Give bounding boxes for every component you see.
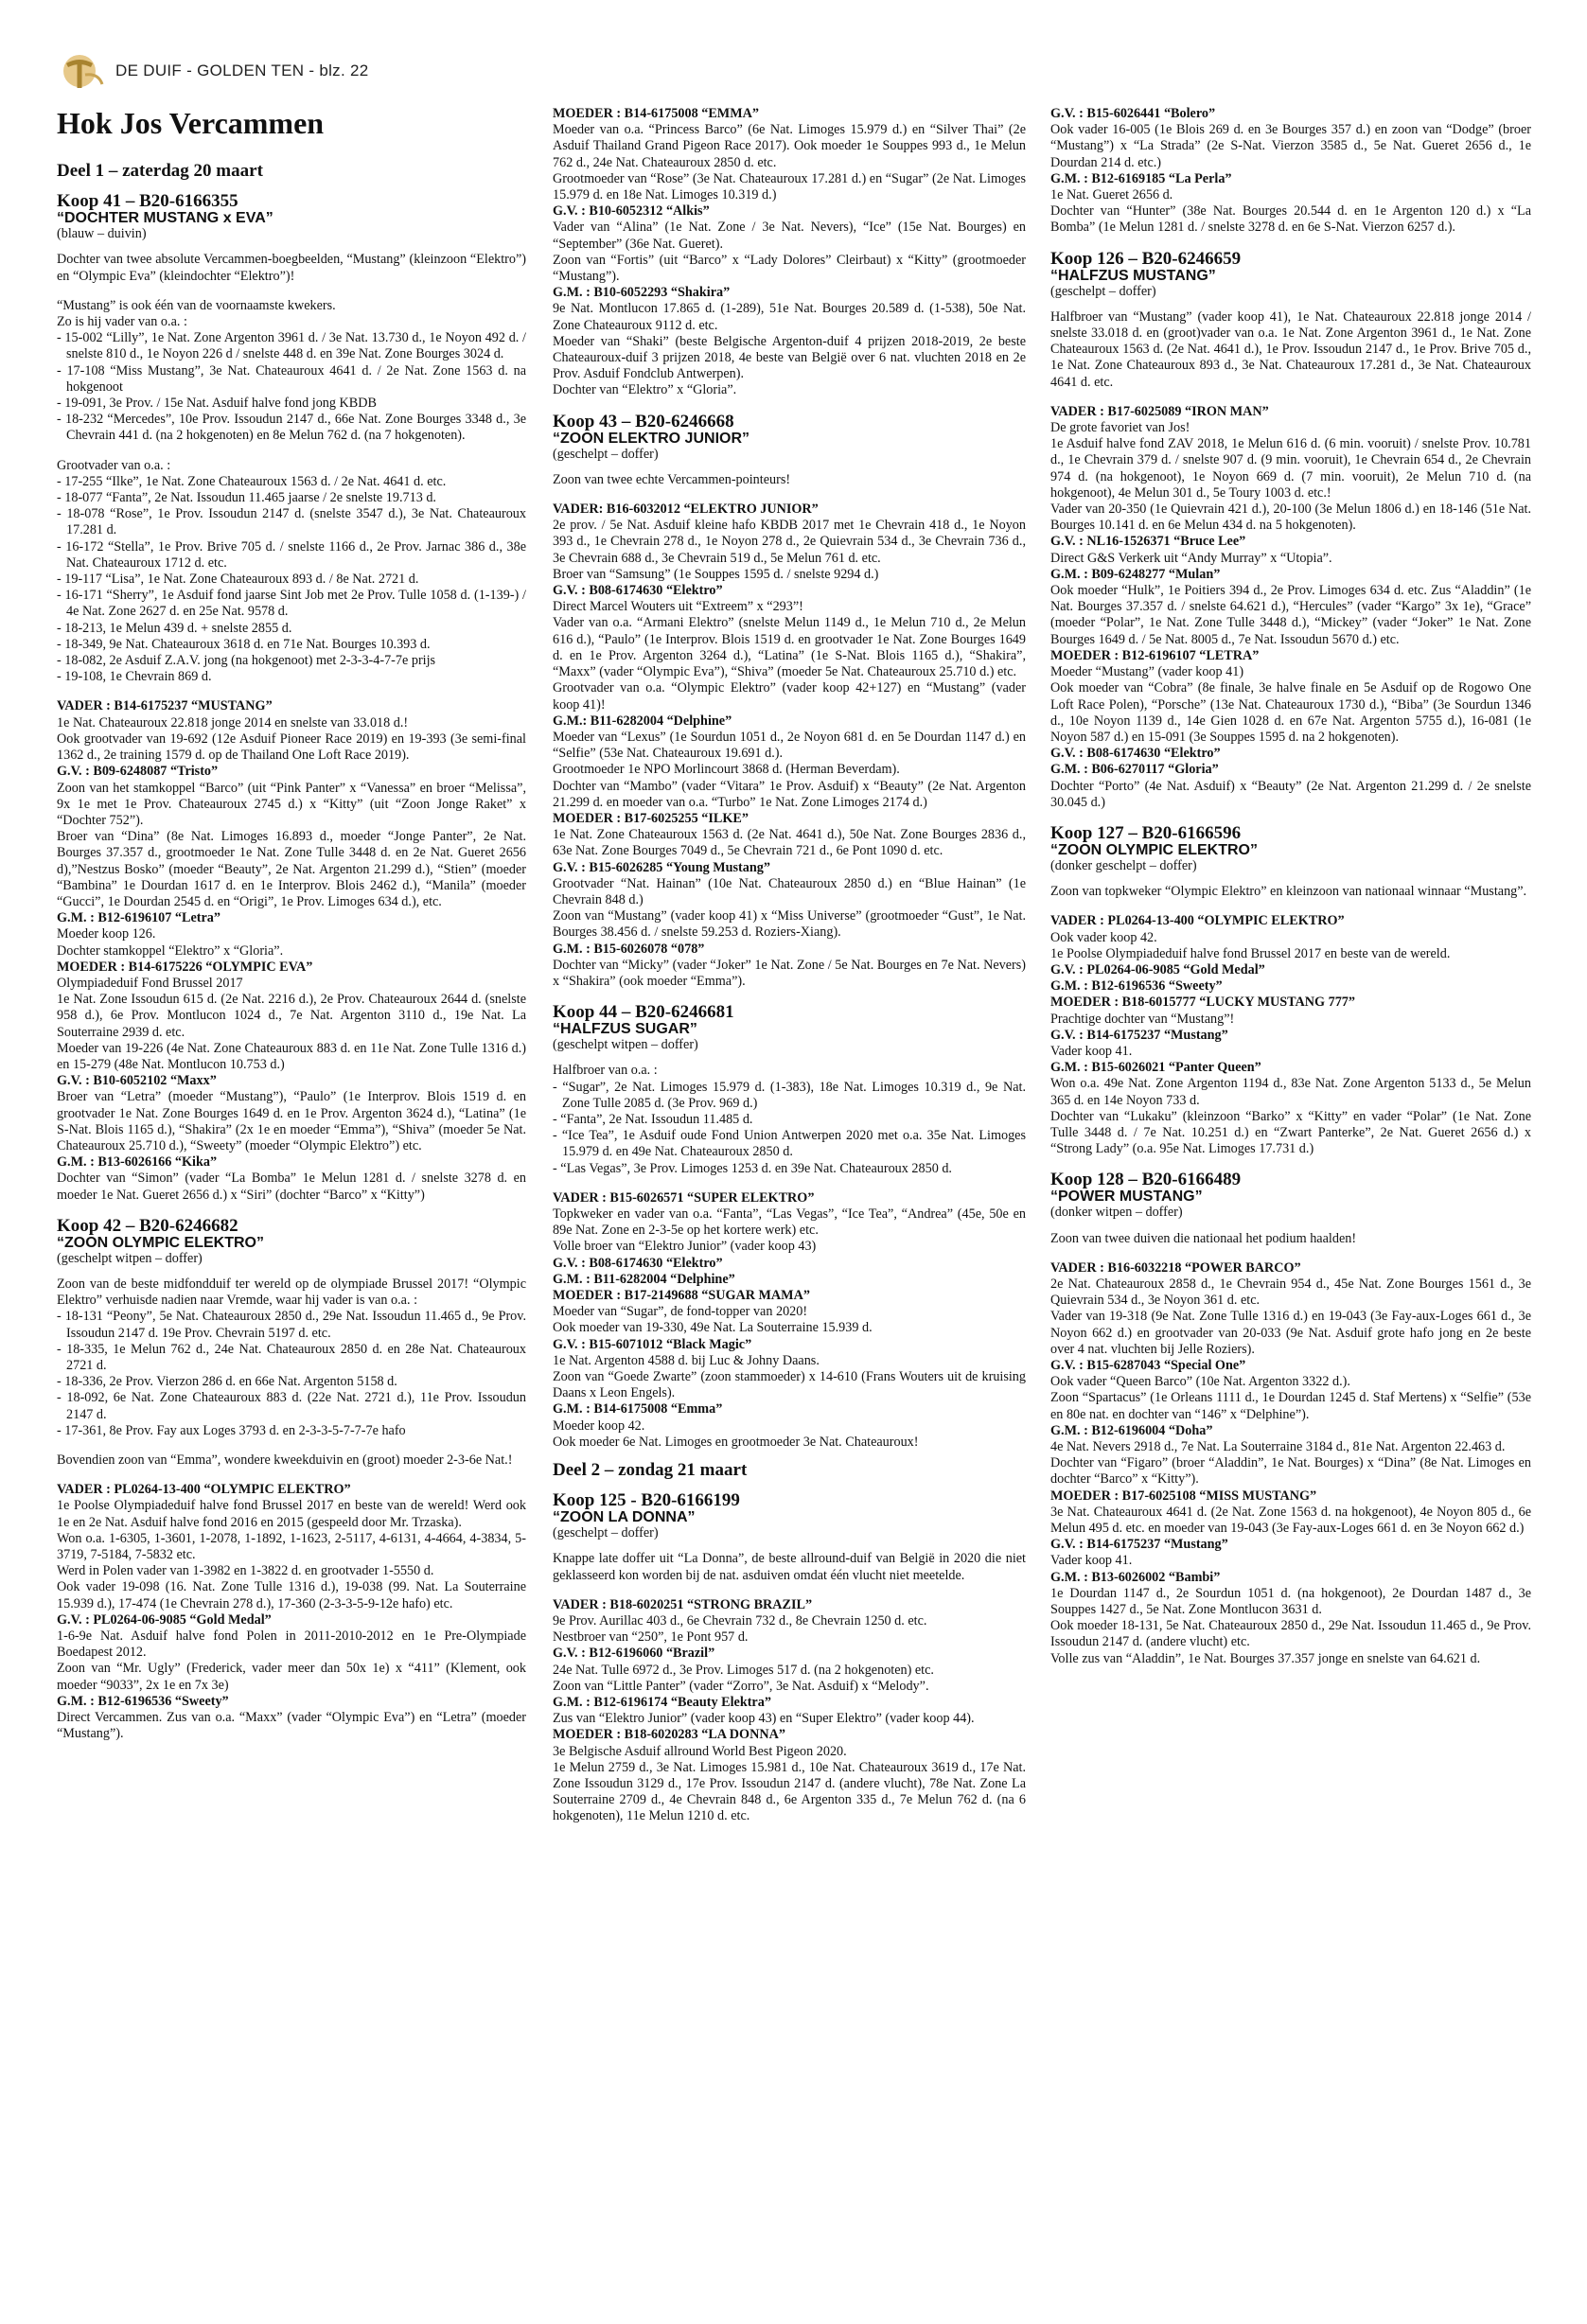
sire-heading: VADER : B17-6025089 “IRON MAN” [1050, 403, 1269, 419]
lot-intro: Zoon van de beste midfondduif ter wereld op de olympiade Brussel 2017! “Olympic Elektro” verhuisde nadien naar Vremde, waar hij vader is van o.a. : [57, 1276, 526, 1309]
lot-name: “HALFZUS MUSTANG” [1050, 267, 1216, 284]
pedigree-line: 3e Belgische Asduif allround World Best Pigeon 2020. [553, 1743, 847, 1759]
list-item: - “Ice Tea”, 1e Asduif oude Fond Union Antwerpen 2020 met o.a. 35e Nat. Limoges 15.979 d. en 49e Nat. Chateauroux 2850 d. [553, 1128, 1026, 1160]
pedigree-line: Moeder van “Shaki” (beste Belgische Argenton-duif 4 prijzen 2018-2019, 2e beste Chateauroux-duif 3 prijzen 2018, 4e beste van België over 6 nat. vluchten 2018 en 2e Prov. Asduif Fondclub Antwerpen). [553, 333, 1026, 382]
list-intro: Zo is hij vader van o.a. : [57, 314, 187, 330]
lot-heading: Koop 127 – B20-6166596 [1050, 822, 1242, 843]
lot-heading: Koop 125 - B20-6166199 [553, 1490, 740, 1511]
dam-heading: MOEDER : B12-6196107 “LETRA” [1050, 647, 1260, 663]
pedigree-line: G.V. : B09-6248087 “Tristo” [57, 764, 219, 780]
lot-color: (geschelpt witpen – doffer) [553, 1037, 698, 1053]
list-item: - 19-108, 1e Chevrain 869 d. [57, 669, 212, 685]
pedigree-line: Moeder van o.a. “Princess Barco” (6e Nat. Limoges 15.979 d.) en “Silver Thai” (2e Asduif Thailand Grand Pigeon Race 2017). Ook moeder 1e Souppes 993 d., 1e Melun 762 d., 24e Nat. Chateauroux 2850 d. etc. [553, 122, 1026, 170]
pedigree-line: Volle zus van “Aladdin”, 1e Nat. Bourges 37.357 jonge en snelste van 64.621 d. [1050, 1650, 1481, 1666]
pedigree-line: G.V. : B15-6287043 “Special One” [1050, 1358, 1246, 1373]
pedigree-line: Ook moeder 18-131, 5e Nat. Chateauroux 2850 d., 29e Nat. Issoudun 11.465 d., 9e Prov. Issoudun 2147 d. (andere vlucht) etc. [1050, 1618, 1531, 1650]
pedigree-line: 1e Melun 2759 d., 3e Nat. Limoges 15.981 d., 10e Nat. Chateauroux 3619 d., 17e Nat. Zone Issoudun 3129 d., 17e Prov. Issoudun 2147 d. (andere vlucht), 78e Nat. Zone La Souterraine 2709 d., 4e Chevrain 848 d., 6e Argenton 335 d., 7e Melun 762 d. (na 6 hokgenoten), 11e Melun 1210 d. etc. [553, 1759, 1026, 1824]
pedigree-line: Dochter van “Mambo” (vader “Vitara” 1e Prov. Asduif) x “Beauty” (2e Nat. Argenton 21.299 d. en moeder van o.a. “Turbo” 1e Nat. Zone Limoges 2174 d.) [553, 778, 1026, 810]
list-item: - 18-335, 1e Melun 762 d., 24e Nat. Chateauroux 2850 d. en 28e Nat. Chateauroux 2721 d. [57, 1341, 526, 1373]
pedigree-line: 1e Dourdan 1147 d., 2e Sourdun 1051 d. (na hokgenoot), 2e Dourdan 1487 d., 3e Souppes 1427 d., 5e Nat. Zone Montlucon 3631 d. [1050, 1585, 1531, 1618]
pedigree-line: Moeder van 19-226 (4e Nat. Zone Chateauroux 883 d. en 11e Nat. Zone Tulle 1316 d.) en 15-279 (48e Nat. Montlucon 10.753 d.) [57, 1040, 526, 1072]
pedigree-line: 1e Nat. Gueret 2656 d. [1050, 187, 1173, 203]
pedigree-line: 1e Poolse Olympiadeduif halve fond Brussel 2017 en beste van de wereld! Werd ook 1e en 2e Nat. Asduif halve fond 2016 en 2015 (gespeeld door Mr. Trzaska). [57, 1498, 526, 1530]
lot-color: (donker geschelpt – doffer) [1050, 857, 1197, 873]
sire-heading: VADER : PL0264-13-400 “OLYMPIC ELEKTRO” [57, 1482, 351, 1498]
pedigree-line: G.V. : B08-6174630 “Elektro” [553, 583, 723, 599]
pedigree-line: Grootvader “Nat. Hainan” (10e Nat. Chateauroux 2850 d.) en “Blue Hainan” (1e Chevrain 848 d.) [553, 875, 1026, 907]
list-item: - 17-255 “Ilke”, 1e Nat. Zone Chateauroux 1563 d. / 2e Nat. 4641 d. etc. [57, 473, 447, 489]
lot-intro: Halfbroer van “Mustang” (vader koop 41), 1e Nat. Chateauroux 22.818 jonge 2014 / snelste 33.018 d. en (groot)vader van o.a. 1e Nat. Zone Argenton 3961 d., 1e Nat. Zone Chateauroux 1563 d. (2e Nat. 4641 d.), 1e Prov. Issoudun 2147 d., 1e Prov. Brive 705 d., 1e Nat. Zone Chateauroux 893 d., 3e Nat. Chateauroux 17.281 d., 3e Nat. Chateauroux 4641 d. etc. [1050, 308, 1531, 390]
pedigree-line: Direct G&S Verkerk uit “Andy Murray” x “Utopia”. [1050, 550, 1332, 566]
pedigree-line: Ook vader koop 42. [1050, 929, 1157, 945]
pedigree-line: Direct Vercammen. Zus van o.a. “Maxx” (vader “Olympic Eva”) en “Letra” (moeder “Mustang”). [57, 1710, 526, 1742]
lot-intro: Dochter van twee absolute Vercammen-boegbeelden, “Mustang” (kleinzoon “Elektro”) en “Olympic Eva” (kleindochter “Elektro”)! [57, 252, 526, 284]
pedigree-line: Moeder koop 42. [553, 1417, 645, 1434]
pedigree-line: Prachtige dochter van “Mustang”! [1050, 1011, 1235, 1027]
pedigree-line: 1e Nat. Chateauroux 22.818 jonge 2014 en snelste van 33.018 d.! [57, 714, 409, 731]
lot-name: “POWER MUSTANG” [1050, 1188, 1203, 1206]
pedigree-line: Werd in Polen vader van 1-3982 en 1-3822 d. en grootvader 1-5550 d. [57, 1563, 434, 1579]
lot-name: “DOCHTER MUSTANG x EVA” [57, 210, 273, 227]
pedigree-line: Zus van “Elektro Junior” (vader koop 43) en “Super Elektro” (vader koop 44). [553, 1711, 975, 1727]
lot-intro: Zoon van twee echte Vercammen-pointeurs! [553, 471, 791, 487]
pedigree-line: G.M. : B15-6026078 “078” [553, 941, 705, 957]
pedigree-line: G.M. : B11-6282004 “Delphine” [553, 1271, 735, 1287]
pedigree-line: Dochter stamkoppel “Elektro” x “Gloria”. [57, 942, 284, 959]
page-header-text: DE DUIF - GOLDEN TEN - blz. 22 [115, 62, 369, 79]
list-item: - 16-171 “Sherry”, 1e Asduif fond jaarse Sint Job met 2e Prov. Tulle 1058 d. (1-139-) / 4e Nat. Zone 2627 d. en 25e Nat. 9578 d. [57, 588, 526, 620]
dam-heading: MOEDER : B18-6020283 “LA DONNA” [553, 1727, 785, 1743]
pedigree-line: Direct Marcel Wouters uit “Extreem” x “293”! [553, 599, 803, 615]
list-item: - 18-082, 2e Asduif Z.A.V. jong (na hokgenoot) met 2-3-3-4-7-7e prijs [57, 653, 436, 669]
pedigree-line: Grootmoeder van “Rose” (3e Nat. Chateauroux 17.281 d.) en “Sugar” (2e Nat. Limoges 15.979 d. en 18e Nat. Limoges 10.319 d.) [553, 170, 1026, 203]
pedigree-line: 9e Nat. Montlucon 17.865 d. (1-289), 51e Nat. Bourges 20.589 d. (1-538), 50e Nat. Zone Chateauroux 9112 d. etc. [553, 301, 1026, 333]
pedigree-line: 1e Poolse Olympiadeduif halve fond Brussel 2017 en beste van de wereld. [1050, 945, 1451, 961]
list-item: - 18-078 “Rose”, 1e Prov. Issoudun 2147 d. (snelste 3547 d.), 3e Nat. Chateauroux 17.281 d. [57, 506, 526, 538]
list-item: - “Fanta”, 2e Nat. Issoudun 11.485 d. [553, 1111, 753, 1127]
pedigree-line: Moeder “Mustang” (vader koop 41) [1050, 664, 1244, 680]
pedigree-line: 2e Nat. Chateauroux 2858 d., 1e Chevrain 954 d., 45e Nat. Zone Bourges 1561 d., 3e Quievrain 534 d., 3e Noyon 361 d. etc. [1050, 1276, 1531, 1309]
lot-name: “ZOON LA DONNA” [553, 1509, 696, 1526]
pedigree-line: Ook moeder van 19-330, 49e Nat. La Souterraine 15.939 d. [553, 1320, 873, 1336]
pedigree-line: G.M. : B06-6270117 “Gloria” [1050, 762, 1219, 778]
pedigree-line: G.V. : B15-6026441 “Bolero” [1050, 106, 1216, 121]
pedigree-line: Broer van “Dina” (8e Nat. Limoges 16.893 d., moeder “Jonge Panter”, 2e Nat. Bourges 37.357 d., grootmoeder 1e Nat. Zone Tulle 3448 d. en 2e Nat. Gueret 2656 d),”Nestzus Bosko” (moeder “Beauty”, 2e Nat. Argenton 21.299 d.), “Stien” (moeder “Bambina” 1e Dourdan 1617 d. en 1e Interprov. Blois 2462 d.), “Manila” (moeder “Gucci”, 1e Dourdan 2545 d. en “Origi”, 1e Prov. Limoges 634 d.), etc. [57, 829, 526, 909]
list-intro: Grootvader van o.a. : [57, 457, 171, 473]
list-intro: Halfbroer van o.a. : [553, 1063, 658, 1079]
pedigree-line: Won o.a. 49e Nat. Zone Argenton 1194 d., 83e Nat. Zone Argenton 5133 d., 5e Melun 365 d. en 14e Noyon 733 d. [1050, 1076, 1531, 1108]
dam-heading: MOEDER : B14-6175008 “EMMA” [553, 106, 759, 121]
lot-name: “ZOON ELEKTRO JUNIOR” [553, 430, 750, 447]
pedigree-line: G.V. : NL16-1526371 “Bruce Lee” [1050, 534, 1246, 550]
pedigree-line: Topkweker en vader van o.a. “Fanta”, “Las Vegas”, “Ice Tea”, “Andrea” (45e, 50e en 89e Nat. Zone en 2-3-5e op het kortere werk) etc. [553, 1206, 1026, 1239]
lot-heading: Koop 126 – B20-6246659 [1050, 248, 1242, 269]
list-item: - “Las Vegas”, 3e Prov. Limoges 1253 d. en 39e Nat. Chateauroux 2850 d. [553, 1160, 952, 1176]
sire-heading: VADER: B16-6032012 “ELEKTRO JUNIOR” [553, 502, 819, 518]
list-item: - “Sugar”, 2e Nat. Limoges 15.979 d. (1-383), 18e Nat. Limoges 10.319 d., 9e Nat. Zone Tulle 2085 d. (3e Prov. 969 d.) [553, 1079, 1026, 1111]
lot-intro: Zoon van topkweker “Olympic Elektro” en kleinzoon van nationaal winnaar “Mustang”. [1050, 884, 1527, 900]
pedigree-line: Grootvader van o.a. “Olympic Elektro” (vader koop 42+127) en “Mustang” (vader koop 41)! [553, 680, 1026, 713]
pedigree-line: 1-6-9e Nat. Asduif halve fond Polen in 2011-2010-2012 en 1e Pre-Olympiade Boedapest 2012. [57, 1629, 526, 1661]
lot-125 [553, 1491, 1026, 1824]
pedigree-line: G.M. : B14-6175008 “Emma” [553, 1401, 723, 1417]
pedigree-line: G.M. : B12-6196536 “Sweety” [1050, 978, 1223, 995]
pedigree-line: G.V. : B08-6174630 “Elektro” [553, 1255, 723, 1271]
dam-heading: MOEDER : B17-6025255 “ILKE” [553, 810, 749, 826]
pedigree-line: Ook moeder 6e Nat. Limoges en grootmoeder 3e Nat. Chateauroux! [553, 1434, 919, 1450]
column-3 [1050, 106, 1531, 1667]
lot-heading: Koop 43 – B20-6246668 [553, 411, 734, 431]
pedigree-line: De grote favoriet van Jos! [1050, 420, 1190, 436]
list-item: - 19-091, 3e Prov. / 15e Nat. Asduif halve fond jong KBDB [57, 396, 377, 412]
lot-42 [57, 1217, 526, 1743]
pedigree-line: 1e Nat. Zone Issoudun 615 d. (2e Nat. 2216 d.), 2e Prov. Chateauroux 2644 d. (snelste 958 d.), 6e Prov. Montlucon 1024 d., 7e Nat. Argenton 3110 d., 19e Nat. La Souterraine 2939 d. etc. [57, 992, 526, 1040]
sire-heading: VADER : PL0264-13-400 “OLYMPIC ELEKTRO” [1050, 913, 1345, 929]
pedigree-line: G.M. : B15-6026021 “Panter Queen” [1050, 1060, 1261, 1076]
pedigree-line: Moeder van “Sugar”, de fond-topper van 2020! [553, 1304, 808, 1320]
pedigree-line: G.V. : PL0264-06-9085 “Gold Medal” [57, 1611, 272, 1628]
pedigree-line: Moeder van “Lexus” (1e Sourdun 1051 d., 2e Noyon 681 d. en 5e Dourdan 1147 d.) en “Selfie” (53e Nat. Chateauroux 19.691 d.). [553, 729, 1026, 762]
pedigree-line: Dochter van “Lukaku” (kleinzoon “Barko” x “Kitty” en vader “Polar” (1e Nat. Zone Tulle 3448 d. / 7e Nat. 10.251 d.) en “Zwart Panterke”, 2e Nat. Gueret 2656 d.) x “Strong Lady” (o.a. 95e Nat. Limoges 17.731 d.) [1050, 1108, 1531, 1157]
lot-heading: Koop 128 – B20-6166489 [1050, 1170, 1242, 1190]
column-1 [57, 151, 526, 1742]
lot-127 [1050, 824, 1531, 1157]
pedigree-line: 3e Nat. Chateauroux 4641 d. (2e Nat. Zone 1563 d. na hokgenoot), 4e Noyon 805 d., 6e Melun 495 d. etc. en moeder van 19-043 (3e Fay-aux-Loges 661 d. en 3e Noyon 662 d.) [1050, 1504, 1531, 1537]
lot-41 [57, 192, 526, 1204]
sire-heading: VADER : B16-6032218 “POWER BARCO” [1050, 1259, 1301, 1276]
pedigree-line: G.M. : B13-6026002 “Bambi” [1050, 1569, 1221, 1585]
pedigree-line: G.V. : B12-6196060 “Brazil” [553, 1646, 715, 1662]
list-item: - 18-349, 9e Nat. Chateauroux 3618 d. en 71e Nat. Bourges 10.393 d. [57, 636, 431, 652]
sire-heading: VADER : B15-6026571 “SUPER ELEKTRO” [553, 1189, 815, 1206]
pedigree-line: Zoon van “Little Panter” (vader “Zorro”, 3e Nat. Asduif) x “Melody”. [553, 1678, 929, 1694]
pedigree-line: Ook grootvader van 19-692 (12e Asduif Pioneer Race 2019) en 19-393 (3e semi-final 1362 d., 2e training 1579 d. op de Thailand One Loft Race 2019). [57, 731, 526, 764]
pedigree-line: Olympiadeduif Fond Brussel 2017 [57, 975, 243, 991]
pedigree-line: G.M. : B12-6196004 “Doha” [1050, 1422, 1213, 1438]
lot-color: (donker witpen – doffer) [1050, 1205, 1183, 1221]
pedigree-line: Zoon van het stamkoppel “Barco” (uit “Pink Panter” x “Vanessa” en broer “Melissa”, 9x 1e met 1e Prov. Chateauroux 2745 d.) x “Kitty” (uit “Zoon Jonge Raket” x “Dochter 752”). [57, 780, 526, 828]
pedigree-line: Zoon “Spartacus” (1e Orleans 1111 d., 1e Dourdan 1245 d. Staf Mertens) x “Selfie” (53e en 80e nat. en dochter van “146” x “Delphine”). [1050, 1390, 1531, 1422]
lot-126 [1050, 250, 1531, 811]
pedigree-line: 1e Nat. Zone Chateauroux 1563 d. (2e Nat. 4641 d.), 50e Nat. Zone Bourges 2836 d., 63e Nat. Zone Bourges 7049 d., 5e Chevrain 721 d., 6e Pont 1090 d. etc. [553, 827, 1026, 859]
list-item: - 16-172 “Stella”, 1e Prov. Brive 705 d. / snelste 1166 d., 2e Prov. Jarnac 386 d., 38e Nat. Chateauroux 1712 d. etc. [57, 538, 526, 571]
pedigree-line: G.V. : PL0264-06-9085 “Gold Medal” [1050, 961, 1265, 977]
pedigree-line: G.V. : B14-6175237 “Mustang” [1050, 1537, 1228, 1553]
pedigree-line: Vader van 20-350 (1e Quievrain 421 d.), 20-100 (3e Melun 1806 d.) en 18-146 (51e Nat. Bourges 10.141 d. en 6e Melun 434 d. na 5 hokgenoten). [1050, 502, 1531, 534]
pedigree-line: Volle broer van “Elektro Junior” (vader koop 43) [553, 1239, 817, 1255]
lot-heading: Koop 44 – B20-6246681 [553, 1002, 734, 1023]
lot-43 [553, 413, 1026, 991]
list-item: - 18-213, 1e Melun 439 d. + snelste 2855 d. [57, 620, 292, 636]
pedigree-line: G.M. : B12-6196536 “Sweety” [57, 1693, 229, 1709]
lot-color: (geschelpt – doffer) [553, 446, 659, 462]
pedigree-line: Won o.a. 1-6305, 1-3601, 1-2078, 1-1892, 1-1623, 2-5117, 4-6131, 4-4664, 4-3834, 5-3719, 7-5184, 7-5832 etc. [57, 1530, 526, 1563]
pedigree-line: G.M. : B12-6169185 “La Perla” [1050, 170, 1232, 186]
pedigree-line: G.M.: B11-6282004 “Delphine” [553, 713, 732, 729]
sire-heading: VADER : B18-6020251 “STRONG BRAZIL” [553, 1596, 813, 1612]
pedigree-line: 2e prov. / 5e Nat. Asduif kleine hafo KBDB 2017 met 1e Chevrain 418 d., 1e Noyon 393 d., 1e Chevrain 278 d., 1e Noyon 278 d., 2e Quievrain 534 d., 3e Chevrain 736 d., 3e Chevrain 688 d., 3e Chevrain 519 d., 5e Melun 761 d. etc. [553, 518, 1026, 566]
pedigree-line: Vader koop 41. [1050, 1553, 1133, 1569]
pedigree-line: 1e Asduif halve fond ZAV 2018, 1e Melun 616 d. (6 min. vooruit) / snelste Prov. 10.781 d., 1e Chevrain 379 d. / snelste 907 d. (9 min. vooruit), 1e Chevrain 654 d., 2e Chevrain 974 d. (na hokgenoot), 1e Noyon 669 d. (7 min. vooruit), 2e Melun 710 d. (na hokgenoot), 4e Melun 301 d., 5e Toury 1003 d. etc.! [1050, 436, 1531, 501]
pedigree-line: 4e Nat. Nevers 2918 d., 7e Nat. La Souterraine 3184 d., 81e Nat. Argenton 22.463 d. [1050, 1439, 1506, 1455]
pedigree-line: G.V. : B10-6052102 “Maxx” [57, 1073, 217, 1089]
pedigree-line: 9e Prov. Aurillac 403 d., 6e Chevrain 732 d., 8e Chevrain 1250 d. etc. [553, 1613, 927, 1629]
lot-color: (geschelpt – doffer) [1050, 283, 1156, 299]
lot-color: (geschelpt witpen – doffer) [57, 1250, 203, 1266]
pedigree-line: Dochter van “Hunter” (38e Nat. Bourges 20.544 d. en 1e Argenton 120 d.) x “La Bomba” (1e Melun 1281 d. / snelste 3278 d. en 6e S-Nat. Vierzon 6257 d.). [1050, 203, 1531, 236]
lot-intro: “Mustang” is ook één van de voornaamste kwekers. [57, 297, 336, 313]
pedigree-line: Ook vader “Queen Barco” (10e Nat. Argenton 3322 d.). [1050, 1374, 1350, 1390]
lot-44 [553, 1003, 1026, 1451]
lot-name: “ZOON OLYMPIC ELEKTRO” [57, 1234, 264, 1251]
list-item: - 19-117 “Lisa”, 1e Nat. Zone Chateauroux 893 d. / 8e Nat. 2721 d. [57, 572, 419, 588]
pedigree-line: Moeder koop 126. [57, 926, 156, 942]
lot-name: “HALFZUS SUGAR” [553, 1021, 697, 1038]
pedigree-line: G.M. : B13-6026166 “Kika” [57, 1154, 218, 1171]
list-item: - 17-361, 8e Prov. Fay aux Loges 3793 d. en 2-3-3-5-7-7-7e hafo [57, 1422, 406, 1438]
pedigree-line: Vader van o.a. “Armani Elektro” (snelste Melun 1149 d., 1e Melun 710 d., 2e Melun 616 d.), “Paulo” (1e Interprov. Blois 1519 d. en grootvader 1e Nat. Zone Bourges 1649 d. en 1e Prov. Argenton 3264 d.), “Latina” (1e S-Nat. Blois 1165 d.), “Shakira”, “Maxx” (vader “Olympic Eva”), “Shiva” (moeder 5e Nat. Chateauroux 25.710 d.) etc. [553, 615, 1026, 680]
list-item: - 18-131 “Peony”, 5e Nat. Chateauroux 2850 d., 29e Nat. Issoudun 11.465 d., 9e Prov. Issoudun 2147 d. 19e Prov. Chevrain 5197 d. etc. [57, 1309, 526, 1341]
page-title: Hok Jos Vercammen [57, 106, 325, 140]
pedigree-line: Dochter van “Figaro” (broer “Aladdin”, 1e Nat. Bourges) x “Dina” (8e Nat. Limoges en dochter “Barco” x “Kitty”). [1050, 1455, 1531, 1488]
lot-intro: Knappe late doffer uit “La Donna”, de beste allround-duif van België in 2020 die niet geklasseerd kon worden bij de nat. asduiven omdat één vlucht niet meetelde. [553, 1551, 1026, 1583]
pedigree-line: Dochter “Porto” (4e Nat. Asduif) x “Beauty” (2e Nat. Argenton 21.299 d. / 2e snelste 30.045 d.) [1050, 778, 1531, 810]
pedigree-line: G.V. : B15-6026285 “Young Mustang” [553, 859, 770, 875]
pedigree-line: G.M. : B12-6196107 “Letra” [57, 910, 220, 926]
pedigree-line: Ook moeder van “Cobra” (8e finale, 3e halve finale en 5e Asduif op de Rogowo One Loft Race Polen), “Porsche” (13e Nat. Chateauroux 1730 d.), “Biba” (3e Sourdun 1346 d., 10e Noyon 1139 d., 14e Gien 1028 d. en 67e Nat. Argenton 5755 d.), 16-081 (1e Noyon 587 d.) en 15-091 (3e Souppes 1595 d. na 2 hokgenoten). [1050, 680, 1531, 745]
lot-color: (blauw – duivin) [57, 226, 147, 242]
pedigree-line: 1e Nat. Argenton 4588 d. bij Luc & Johny Daans. [553, 1352, 820, 1368]
pedigree-line: Ook vader 19-098 (16. Nat. Zone Tulle 1316 d.), 19-038 (99. Nat. La Souterraine 15.939 d.), 17-474 (1e Chevrain 278 d.), 17-360 (2-3-3-5-9-12e hafo) etc. [57, 1579, 526, 1611]
pedigree-line: G.M. : B09-6248277 “Mulan” [1050, 566, 1221, 582]
pedigree-line: G.V. : B15-6071012 “Black Magic” [553, 1336, 752, 1352]
column-2 [553, 106, 1026, 1825]
section-heading-deel2: Deel 2 – zondag 21 maart [553, 1460, 748, 1481]
pedigree-line: Dochter van “Simon” (vader “La Bomba” 1e Melun 1281 d. / snelste 3278 d. en moeder 1e Nat. Gueret 2656 d.) x “Siri” (dochter “Barco” x “Kitty”) [57, 1171, 526, 1203]
dam-heading: MOEDER : B18-6015777 “LUCKY MUSTANG 777” [1050, 995, 1355, 1011]
pedigree-line: G.V. : B14-6175237 “Mustang” [1050, 1027, 1228, 1043]
lot-extra: Bovendien zoon van “Emma”, wondere kweekduivin en (groot) moeder 2-3-6e Nat.! [57, 1452, 513, 1469]
dam-heading: MOEDER : B17-2149688 “SUGAR MAMA” [553, 1288, 810, 1303]
lot-intro: Zoon van twee duiven die nationaal het podium haalden! [1050, 1230, 1357, 1246]
pedigree-line: Zoon van “Goede Zwarte” (zoon stammoeder) x 14-610 (Frans Wouters uit de kruising Daans x Leon Engels). [553, 1369, 1026, 1401]
pedigree-line: Ook moeder “Hulk”, 1e Poitiers 394 d., 2e Prov. Limoges 634 d. etc. Zus “Aladdin” (1e Nat. Bourges 37.357 d. / snelste 64.621 d.), “Hercules” (vader “Kargo” 3x 1e), “Grace” (moeder “Polar”, 1e Nat. Zone Tulle 3448 d.), “Mickey” (vader “Joker” 1e Nat. Zone Bourges 1649 d. / 5e Nat. 8005 d., 7e Nat. Issoudun 5670 d.) etc. [1050, 583, 1531, 647]
pedigree-line: Vader van 19-318 (9e Nat. Zone Tulle 1316 d.) en 19-043 (3e Fay-aux-Loges 661 d., 3e Noyon 662 d.) en grootvader van 20-033 (9e Nat. Asduif grote hafo jong en 2e beste over 4 nat. vluchten bij Jelle Roziers). [1050, 1309, 1531, 1357]
list-item: - 18-077 “Fanta”, 2e Nat. Issoudun 11.465 jaarse / 2e snelste 19.713 d. [57, 490, 436, 506]
list-item: - 17-108 “Miss Mustang”, 3e Nat. Chateauroux 4641 d. / 2e Nat. Zone 1563 d. na hokgenoot [57, 362, 526, 395]
lot-heading: Koop 42 – B20-6246682 [57, 1215, 238, 1236]
list-item: - 18-336, 2e Prov. Vierzon 286 d. en 66e Nat. Argenton 5158 d. [57, 1374, 397, 1390]
pedigree-line: G.V. : B08-6174630 “Elektro” [1050, 746, 1221, 762]
pedigree-line: Broer van “Letra” (moeder “Mustang”), “Paulo” (1e Interprov. Blois 1519 d. en grootvader 1e Nat. Zone Bourges 1649 d. en 1e Prov. Argenton 3624 d.), “Latina” (1e S-Nat. Blois 1165 d.), “Shakira” (2x 1e en moeder “Emma”), “Shiva” (moeder 5e Nat. Chateauroux 25.710 d.), “Sweety” (moeder “Olympic Elektro”) etc. [57, 1089, 526, 1153]
pedigree-line: 24e Nat. Tulle 6972 d., 3e Prov. Limoges 517 d. (na 2 hokgenoten) etc. [553, 1662, 934, 1678]
pedigree-line: G.M. : B10-6052293 “Shakira” [553, 285, 731, 301]
pedigree-line: G.V. : B10-6052312 “Alkis” [553, 203, 710, 220]
pedigree-line: Grootmoeder 1e NPO Morlincourt 3868 d. (Herman Beverdam). [553, 762, 900, 778]
pedigree-line: Vader koop 41. [1050, 1043, 1133, 1059]
pedigree-line: Vader van “Alina” (1e Nat. Zone / 3e Nat. Nevers), “Ice” (15e Nat. Bourges) en “September” (36e Nat. Gueret). [553, 220, 1026, 252]
pedigree-line: Broer van “Samsung” (1e Souppes 1595 d. / snelste 9294 d.) [553, 566, 879, 582]
section-heading-deel1: Deel 1 – zaterdag 20 maart [57, 161, 263, 181]
pedigree-line: Zoon van “Mr. Ugly” (Frederick, vader meer dan 50x 1e) x “411” (Klement, ook moeder “9033”, 2x 1e en 7x 3e) [57, 1661, 526, 1693]
pedigree-line: Nestbroer van “250”, 1e Pont 957 d. [553, 1629, 749, 1646]
lot-name: “ZOON OLYMPIC ELEKTRO” [1050, 841, 1258, 858]
pedigree-line: Ook vader 16-005 (1e Blois 269 d. en 3e Bourges 357 d.) en zoon van “Dodge” (broer “Mustang”) x “La Strada” (2e S-Nat. Vierzon 3585 d., 5e Nat. Gueret 2656 d., 1e Dourdan 214 d. etc.) [1050, 122, 1531, 170]
dam-heading: MOEDER : B14-6175226 “OLYMPIC EVA” [57, 959, 313, 975]
pedigree-line: Zoon van “Fortis” (uit “Barco” x “Lady Dolores” Cleirbaut) x “Kitty” (grootmoeder “Mustang”). [553, 252, 1026, 285]
lot-128 [1050, 1171, 1531, 1666]
list-item: - 18-092, 6e Nat. Zone Chateauroux 883 d. (22e Nat. 2721 d.), 11e Prov. Issoudun 2147 d. [57, 1390, 526, 1422]
sire-heading: VADER : B14-6175237 “MUSTANG” [57, 698, 273, 714]
pedigree-line: Zoon van “Mustang” (vader koop 41) x “Miss Universe” (grootmoeder “Gust”, 1e Nat. Bourges 38.456 d. / snelste 59.253 d. Roziers-Xiang). [553, 908, 1026, 941]
golden-ten-logo-icon [59, 46, 108, 96]
pedigree-line: G.M. : B12-6196174 “Beauty Elektra” [553, 1695, 771, 1711]
pedigree-line: Dochter van “Elektro” x “Gloria”. [553, 382, 737, 398]
page-header [59, 55, 369, 87]
pedigree-line: Dochter van “Micky” (vader “Joker” 1e Nat. Zone / 5e Nat. Bourges en 7e Nat. Nevers) x “Shakira” (ook moeder “Emma”). [553, 957, 1026, 989]
list-item: - 15-002 “Lilly”, 1e Nat. Zone Argenton 3961 d. / 3e Nat. 13.730 d., 1e Noyon 492 d. / snelste 810 d., 1e Noyon 226 d / snelste 448 d. en 39e Nat. Zone Bourges 3024 d. [57, 330, 526, 362]
dam-heading: MOEDER : B17-6025108 “MISS MUSTANG” [1050, 1488, 1317, 1504]
list-item: - 18-232 “Mercedes”, 10e Prov. Issoudun 2147 d., 66e Nat. Zone Bourges 3348 d., 3e Chevrain 441 d. (na 2 hokgenoten) en 8e Melun 762 d. (na 7 hokgenoten). [57, 412, 526, 444]
lot-heading: Koop 41 – B20-6166355 [57, 191, 238, 212]
lot-color: (geschelpt – doffer) [553, 1525, 659, 1541]
